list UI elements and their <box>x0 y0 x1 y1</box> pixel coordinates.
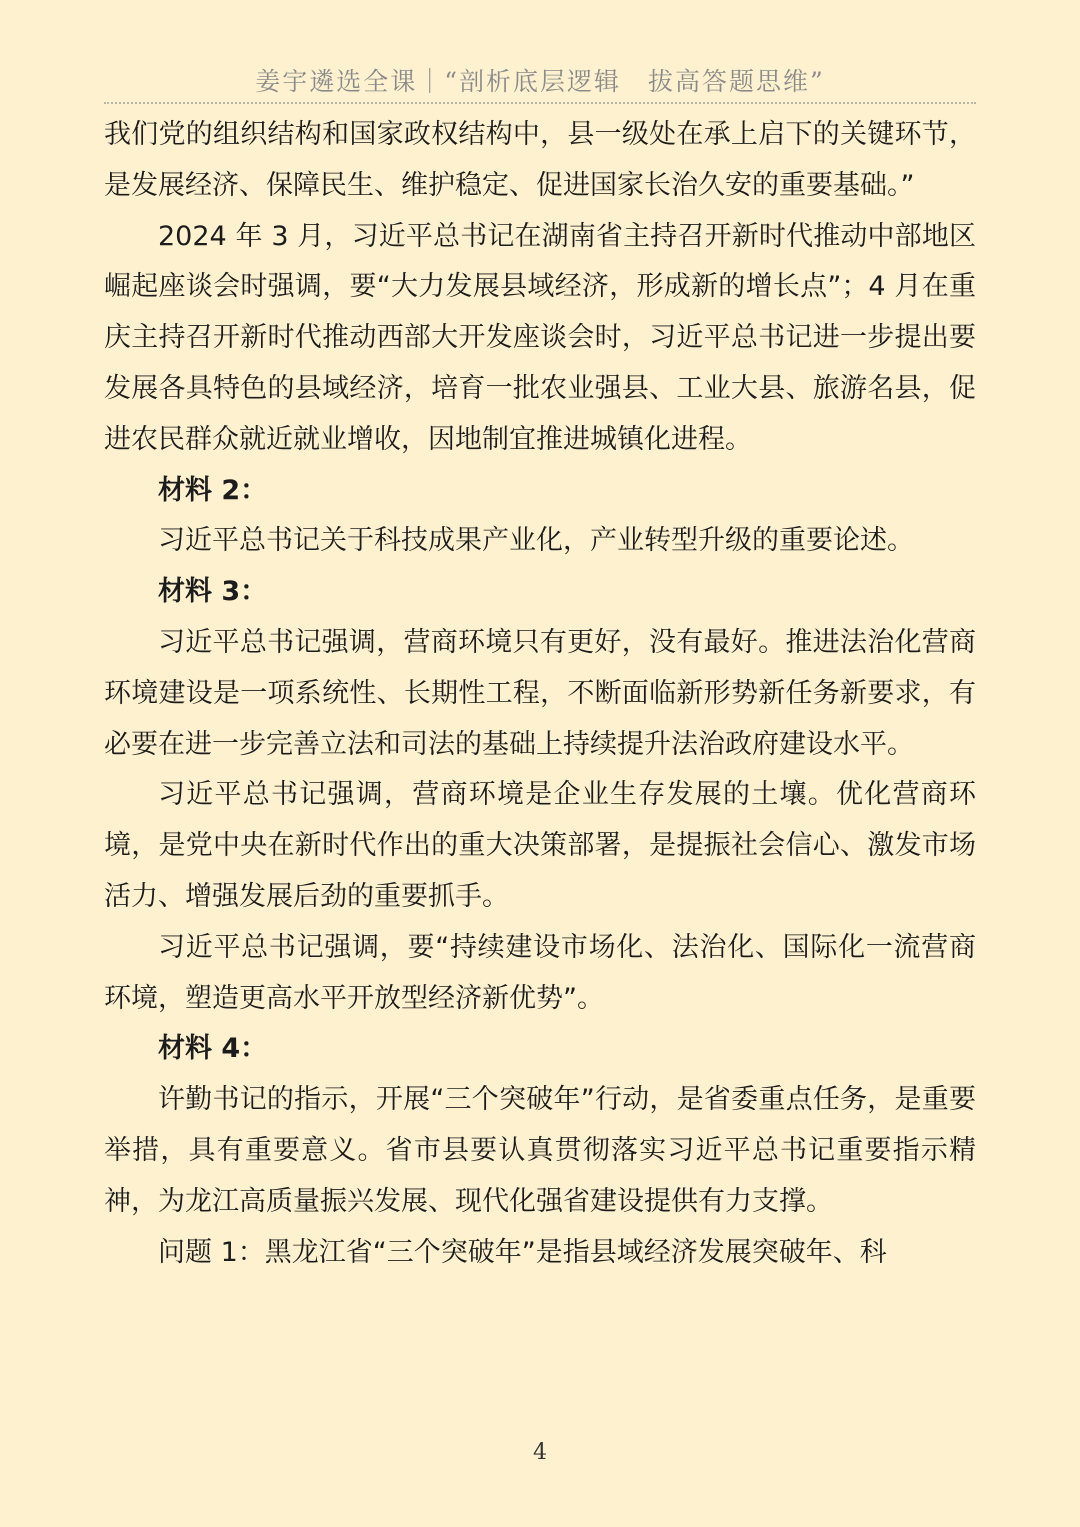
paragraph: 习近平总书记强调，营商环境是企业生存发展的土壤。优化营商环境，是党中央在新时代作出的重大决策部署，是提振社会信心、激发市场活力、增强发展后劲的重要抓手。 <box>104 779 976 912</box>
paragraph: 2024 年 3 月，习近平总书记在湖南省主持召开新时代推动中部地区崛起座谈会时强调，要“大力发展县域经济，形成新的增长点”；4 月在重庆主持召开新时代推动西部大开发座谈会时，习近平总书记进一步提出要发展各具特色的县域经济，培育一批农业强县、工业大县、旅游名县，促进农民群众就近就业增收，因地制宜推进城镇化进程。 <box>104 220 976 455</box>
running-header: 姜宇遴选全课｜“剖析底层逻辑 拔高答题思维” <box>255 67 825 96</box>
material-label: 材料 3： <box>158 576 268 608</box>
paragraph: 习近平总书记强调，要“持续建设市场化、法治化、国际化一流营商环境，塑造更高水平开放型经济新优势”。 <box>104 931 976 1014</box>
paragraph: 许勤书记的指示，开展“三个突破年”行动，是省委重点任务，是重要举措，具有重要意义。省市县要认真贯彻落实习近平总书记重要指示精神，为龙江高质量振兴发展、现代化强省建设提供有力支撑。 <box>104 1084 976 1217</box>
question-paragraph: 问题 1：黑龙江省“三个突破年”是指县域经济发展突破年、科 <box>158 1236 887 1268</box>
paragraph: 习近平总书记强调，营商环境只有更好，没有最好。推进法治化营商环境建设是一项系统性、长期性工程，不断面临新形势新任务新要求，有必要在进一步完善立法和司法的基础上持续提升法治政府建设水平。 <box>104 626 976 760</box>
page-number: 4 <box>533 1440 547 1465</box>
paragraph-continuation: 我们党的组织结构和国家政权结构中，县一级处在承上启下的关键环节，是发展经济、保障民生、维护稳定、促进国家长治久安的重要基础。” <box>104 119 976 201</box>
body-text <box>104 110 976 1278</box>
material-label: 材料 4： <box>158 1033 268 1065</box>
material-label: 材料 2： <box>158 474 268 506</box>
header-divider <box>104 102 976 104</box>
paragraph: 习近平总书记关于科技成果产业化，产业转型升级的重要论述。 <box>158 525 914 557</box>
